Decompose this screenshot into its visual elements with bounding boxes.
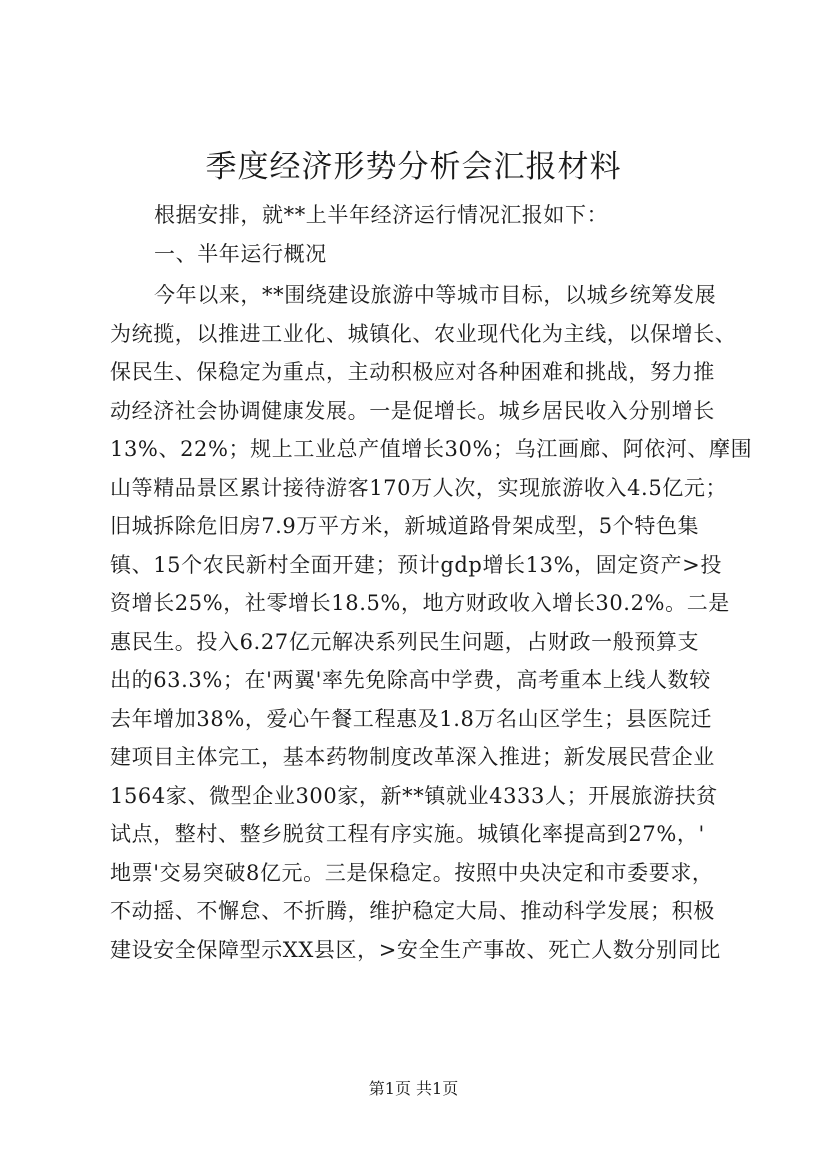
paragraph-line: 建设安全保障型示XX县区，>安全生产事故、死亡人数分别同比 bbox=[110, 937, 721, 962]
paragraph-line: 地票'交易突破8亿元。三是保稳定。按照中央决定和市委要求， bbox=[110, 860, 714, 885]
paragraph-line: 资增长25%，社零增长18.5%，地方财政收入增长30.2%。二是 bbox=[110, 591, 730, 615]
paragraph-line: 去年增加38%，爱心午餐工程惠及1.8万名山区学生；县医院迁 bbox=[110, 706, 713, 731]
page-number-footer: 第1页 共1页 bbox=[368, 1079, 459, 1098]
paragraph-line: 镇、15个农民新村全面开建；预计gdp增长13%，固定资产>投 bbox=[110, 552, 722, 577]
paragraph-line: 保民生、保稳定为重点，主动积极应对各种困难和挑战，努力推 bbox=[110, 360, 715, 384]
paragraph-line: 13%、22%；规上工业总产值增长30%；乌江画廊、阿依河、摩围 bbox=[110, 437, 753, 461]
paragraph-line: 1564家、微型企业300家，新**镇就业4333人；开展旅游扶贫 bbox=[110, 783, 718, 808]
paragraph-line: 旧城拆除危旧房7.9万平方米，新城道路骨架成型，5个特色集 bbox=[110, 514, 700, 538]
intro-line: 根据安排，就**上半年经济运行情况汇报如下： bbox=[154, 203, 609, 227]
paragraph-line: 试点，整村、整乡脱贫工程有序实施。城镇化率提高到27%，' bbox=[110, 822, 705, 846]
paragraph-line: 今年以来，**围绕建设旅游中等城市目标，以城乡统筹发展 bbox=[154, 283, 717, 307]
body-paragraph bbox=[110, 276, 753, 969]
paragraph-line: 为统揽，以推进工业化、城镇化、农业现代化为主线，以保增长、 bbox=[110, 321, 737, 346]
document-title: 季度经济形势分析会汇报材料 bbox=[205, 149, 622, 185]
paragraph-line: 动经济社会协调健康发展。一是促增长。城乡居民收入分别增长 bbox=[110, 398, 715, 423]
intro-paragraph bbox=[110, 196, 738, 235]
paragraph-line: 建项目主体完工，基本药物制度改革深入推进；新发展民营企业 bbox=[110, 745, 715, 769]
paragraph-line: 山等精品景区累计接待游客170万人次，实现旅游收入4.5亿元； bbox=[110, 475, 728, 500]
paragraph-line: 不动摇、不懈怠、不折腾，维护稳定大局、推动科学发展；积极 bbox=[110, 899, 715, 923]
paragraph-line: 惠民生。投入6.27亿元解决系列民生问题，占财政一般预算支 bbox=[110, 629, 700, 654]
section-heading bbox=[110, 235, 738, 274]
section-heading-text: 一、半年运行概况 bbox=[154, 242, 327, 266]
paragraph-line: 出的63.3%；在'两翼'率先免除高中学费，高考重本上线人数较 bbox=[110, 668, 711, 692]
